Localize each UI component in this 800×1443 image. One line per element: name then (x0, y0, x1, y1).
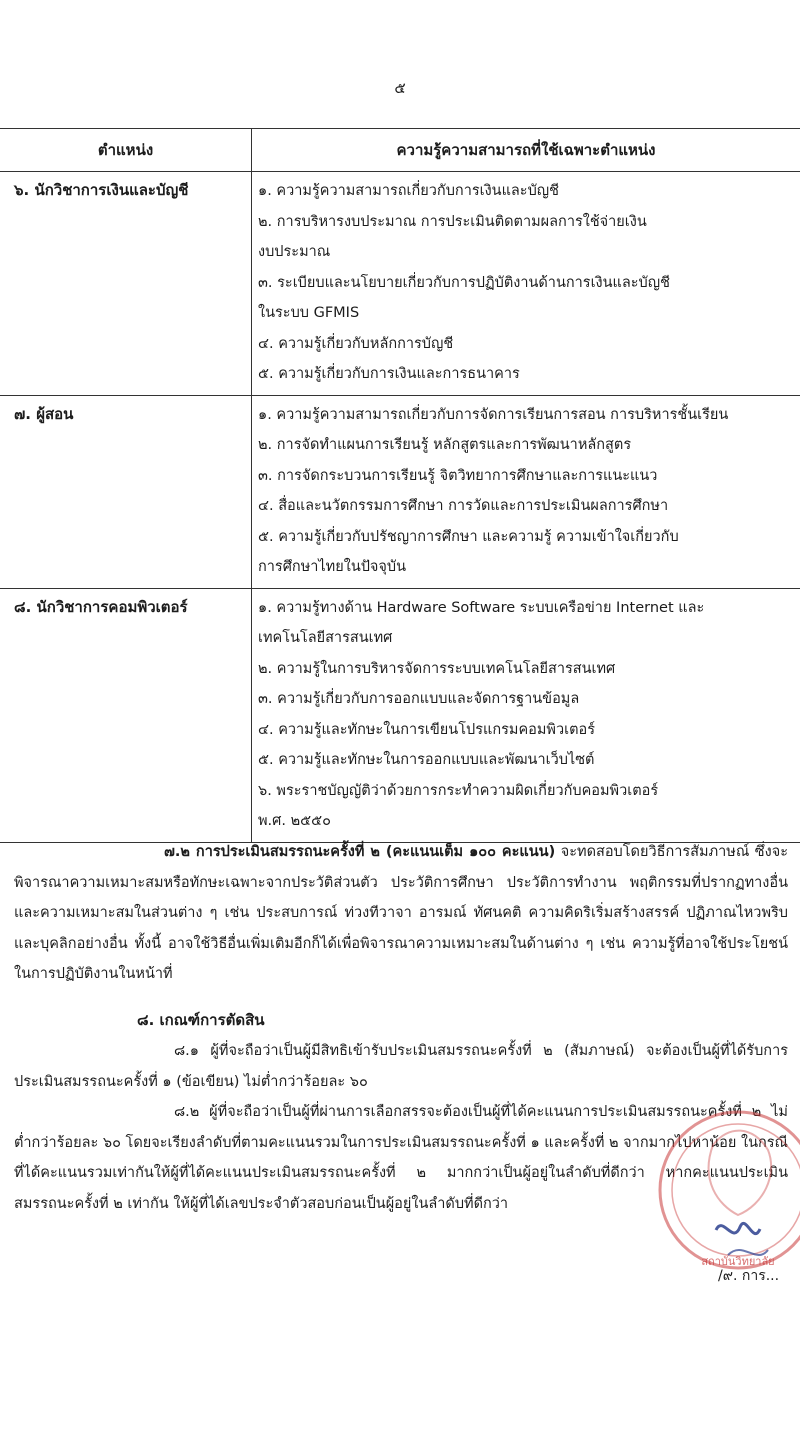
list-item: งบประมาณ (258, 244, 331, 260)
list-item: ๑. ความรู้ความสามารถเกี่ยวกับการเงินและบัญชี (258, 183, 559, 199)
knowledge-cell (252, 588, 800, 842)
list-item: ๒. การจัดทำแผนการเรียนรู้ หลักสูตรและการพัฒนาหลักสูตร (258, 437, 632, 453)
qualification-table (0, 128, 800, 843)
paragraph-8-2: ๘.๒ ผู้ที่จะถือว่าเป็นผู้ที่ผ่านการเลือกสรรจะต้องเป็นผู้ที่ได้คะแนนการประเมินสมรรถนะครั้งที่ ๒ ไม่ต่ำกว่าร้อยละ ๖๐ โดยจะเรียงลำดับที่ตามคะแนนรวมในการประเมินสมรรถนะครั้งที่ ๑ และครั้งที่ ๒ จากมากไปหาน้อย ในกรณีที่ได้คะแนนรวมเท่ากันให้ผู้ที่ได้คะแนนประเมินสมรรถนะครั้งที่ ๒ มากกว่าเป็นผู้อยู่ในลำดับที่ดีกว่า หากคะแนนประเมินสมรรถนะครั้งที่ ๒ เท่ากัน ให้ผู้ที่ได้เลขประจำตัวสอบก่อนเป็นผู้อยู่ในลำดับที่ดีกว่า (14, 1104, 789, 1212)
list-item: การศึกษาไทยในปัจจุบัน (258, 559, 407, 575)
list-item: ๕. ความรู้และทักษะในการออกแบบและพัฒนาเว็บไซต์ (258, 752, 595, 768)
position-cell: ๗. ผู้สอน (0, 395, 252, 588)
paragraph-8-1: ๘.๑ ผู้ที่จะถือว่าเป็นผู้มีสิทธิเข้ารับประเมินสมรรถนะครั้งที่ ๒ (สัมภาษณ์) จะต้องเป็นผู้ที่ได้รับการประเมินสมรรถนะครั้งที่ ๑ (ข้อเขียน) ไม่ต่ำกว่าร้อยละ ๖๐ (14, 1043, 788, 1090)
list-item: ๑. ความรู้ทางด้าน Hardware Software ระบบเครือข่าย Internet และ (258, 599, 705, 616)
section-7-2-heading: ๗.๒ การประเมินสมรรถนะครั้งที่ ๒ (คะแนนเต็ม ๑๐๐ คะแนน) (164, 844, 556, 860)
list-item: ๓. การจัดกระบวนการเรียนรู้ จิตวิทยาการศึกษาและการแนะแนว (258, 467, 658, 484)
list-item: ๕. ความรู้เกี่ยวกับปรัชญาการศึกษา และความรู้ ความเข้าใจเกี่ยวกับ (258, 528, 679, 545)
continue-marker: /๙. การ... (718, 1268, 780, 1284)
list-item: เทคโนโลยีสารสนเทศ (258, 630, 393, 646)
list-item: ๔. ความรู้เกี่ยวกับหลักการบัญชี (258, 335, 454, 352)
list-item: พ.ศ. ๒๕๕๐ (258, 813, 331, 829)
list-item: ๔. ความรู้และทักษะในการเขียนโปรแกรมคอมพิวเตอร์ (258, 721, 595, 738)
list-item: ๔. สื่อและนวัตกรรมการศึกษา การวัดและการประเมินผลการศึกษา (258, 498, 669, 514)
list-item: ๓. ระเบียบและนโยบายเกี่ยวกับการปฏิบัติงานด้านการเงินและบัญชี (258, 274, 670, 291)
list-item: ๒. ความรู้ในการบริหารจัดการระบบเทคโนโลยีสารสนเทศ (258, 660, 616, 677)
list-item: ในระบบ GFMIS (258, 305, 360, 321)
table-header-row (0, 129, 800, 172)
list-item: ๕. ความรู้เกี่ยวกับการเงินและการธนาคาร (258, 366, 520, 382)
header-knowledge: ความรู้ความสามารถที่ใช้เฉพาะตำแหน่ง (252, 129, 800, 172)
table-row (0, 172, 800, 396)
section-8-heading: ๘. เกณฑ์การตัดสิน (137, 1011, 265, 1029)
seal-text: สถาบันวิทยาลัย (701, 1255, 775, 1268)
list-item: ๖. พระราชบัญญัติว่าด้วยการกระทำความผิดเกี่ยวกับคอมพิวเตอร์ (258, 782, 659, 799)
section-7-2-paragraph (14, 837, 788, 990)
table-row (0, 588, 800, 842)
header-position: ตำแหน่ง (0, 129, 252, 172)
knowledge-cell (252, 172, 800, 396)
list-item: ๒. การบริหารงบประมาณ การประเมินติดตามผลการใช้จ่ายเงิน (258, 213, 647, 230)
table-row (0, 395, 800, 588)
list-item: ๓. ความรู้เกี่ยวกับการออกแบบและจัดการฐานข้อมูล (258, 691, 580, 707)
page-number: ๕ (394, 79, 406, 97)
position-cell: ๘. นักวิชาการคอมพิวเตอร์ (0, 588, 252, 842)
section-7-2-body: จะทดสอบโดยวิธีการสัมภาษณ์ ซึ่งจะพิจารณาความเหมาะสมหรือทักษะเฉพาะจากประวัติส่วนตัว ประวัติการศึกษา ประวัติการทำงาน พฤติกรรมที่ปรากฏทางอื่น และความเหมาะสมในส่วนต่าง ๆ เช่น ประสบการณ์ ท่วงทีวาจา อารมณ์ ทัศนคติ ความคิดริเริ่มสร้างสรรค์ ปฏิภาณไหวพริบ และบุคลิกอย่างอื่น ทั้งนี้ อาจใช้วิธีอื่นเพิ่มเติมอีกก็ได้เพื่อพิจารณาความเหมาะสมในด้านต่าง ๆ เช่น ความรู้ที่อาจใช้ประโยชน์ในการปฏิบัติงานในหน้าที่ (14, 844, 788, 982)
position-cell: ๖. นักวิชาการเงินและบัญชี (0, 172, 252, 396)
knowledge-cell (252, 395, 800, 588)
list-item: ๑. ความรู้ความสามารถเกี่ยวกับการจัดการเรียนการสอน การบริหารชั้นเรียน (258, 406, 729, 423)
